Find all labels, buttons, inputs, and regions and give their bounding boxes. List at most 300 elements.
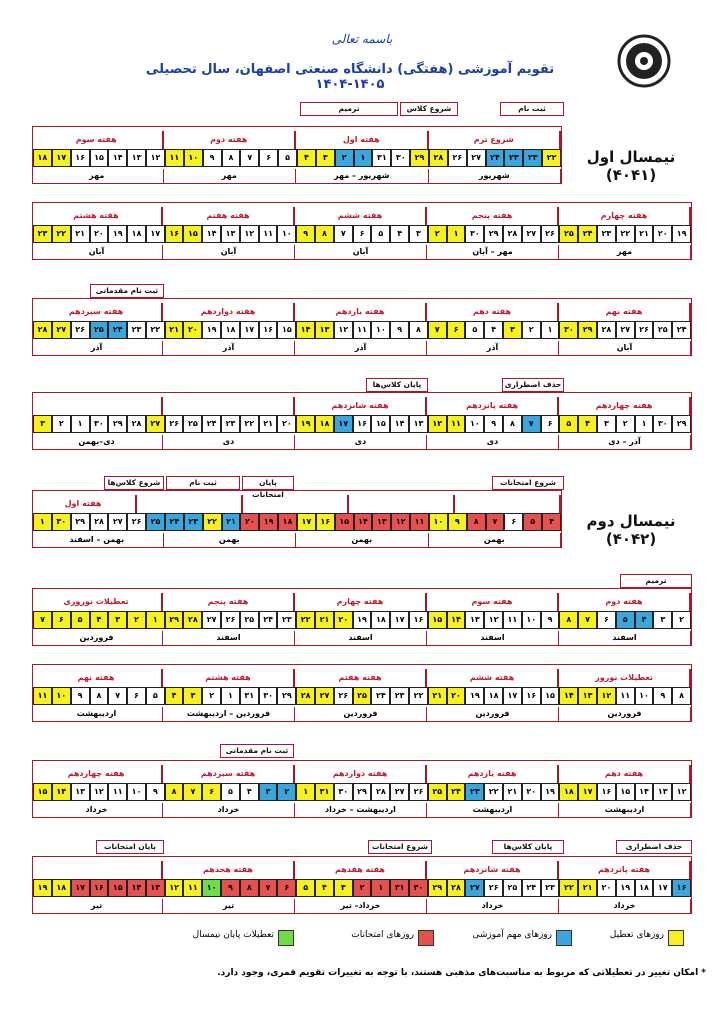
day-cell: ۱۱ [503,611,522,629]
day-cell: ۱۳ [127,149,146,167]
day-cell: ۱۸ [484,687,503,705]
day-cell: ۲۲ [52,225,71,243]
day-cell: ۲۵ [503,879,522,897]
semester-title: نیمسال اول (۴۰۴۱) [586,148,676,184]
month-label: اسفند [163,631,295,645]
day-cell: ۲۸ [503,225,522,243]
month-label: اردیبهشت [31,707,163,721]
day-cell: ۱۷ [146,225,165,243]
day-cell: ۵ [371,225,390,243]
day-cell: ۲ [353,879,372,897]
day-cell: ۹ [203,149,222,167]
day-cell: ۱۶ [71,149,90,167]
week-label: هفته شانزدهم [427,861,559,879]
week-label: هفته هشتم [163,669,295,687]
month-label: دی [427,435,559,449]
day-cell: ۱۸ [559,783,578,801]
day-cell: ۲۷ [390,783,409,801]
day-cell: ۲۳ [127,321,146,339]
day-cell: ۱۲ [391,513,410,531]
week-label: هفته سیزدهم [163,765,295,783]
day-cell: ۱۳ [221,225,240,243]
day-cell: ۱۴ [354,513,373,531]
month-label: شهریور [429,169,562,183]
month-label: اردیبهشت – خرداد [295,803,427,817]
day-cell: ۱۰ [635,687,654,705]
day-cell: ۹ [146,783,165,801]
footnote: * امکان تغییر در تعطیلاتی که مربوط به مناسبت‌های مذهبی هستند، با توجه به تغییرات تقویم قمری، وجود دارد. [217,968,706,978]
week-label: هفته ششم [295,207,427,225]
day-cell: ۲۲ [484,783,503,801]
day-cell: ۱۹ [296,415,315,433]
week-label: هفته دوازدهم [295,765,427,783]
day-cell: ۲ [202,687,221,705]
day-cell: ۱۶ [259,321,278,339]
day-cell: ۲۸ [183,611,202,629]
day-cell: ۲۵ [183,415,202,433]
day-cell: ۱۱ [108,783,127,801]
day-cell: ۲۳ [465,783,484,801]
day-cell: ۱۴ [127,879,146,897]
day-cell: ۲۳ [504,149,523,167]
day-cell: ۲۷ [522,225,541,243]
legend-break-label: تعطیلات پایان نیمسال [192,930,274,940]
day-cell: ۵ [559,415,578,433]
day-cell: ۱۴ [202,225,221,243]
day-cell: ۲۸ [371,783,390,801]
week-block [32,202,692,260]
day-cell: ۲۸ [296,687,315,705]
day-cell: ۱۰ [184,149,203,167]
day-cell: ۷ [578,611,597,629]
event-tag: شروع کلاس [400,102,458,116]
week-label: هفته سوم [31,131,164,149]
day-cell: ۲۵ [559,225,578,243]
day-cell: ۱۸ [127,225,146,243]
day-cell: ۲۲ [559,879,578,897]
day-cell: ۱ [371,879,390,897]
week-label [163,397,295,415]
day-cell: ۴ [297,149,316,167]
day-cell: ۲۱ [259,415,278,433]
week-label: هفته اول [31,495,137,513]
month-label: خرداد [559,899,691,913]
day-cell: ۲۲ [146,321,165,339]
day-cell: ۲۳ [33,225,52,243]
day-cell: ۹ [484,415,503,433]
day-cell: ۶ [127,687,146,705]
day-cell: ۲۴ [672,321,691,339]
day-cell: ۲۶ [71,321,90,339]
day-cell: ۲۹ [578,321,597,339]
month-label: دی [163,435,295,449]
day-cell: ۳ [316,149,335,167]
day-cell: ۴ [635,611,654,629]
day-cell: ۳۰ [52,513,71,531]
day-cell: ۲۲ [203,513,222,531]
day-cell: ۲۳ [597,225,616,243]
day-cell: ۶ [504,513,523,531]
day-cell: ۷ [486,513,505,531]
day-cell: ۸ [90,687,109,705]
day-cell: ۲۵ [653,321,672,339]
day-cell: ۱۳ [653,783,672,801]
day-cell: ۴ [165,687,184,705]
day-cell: ۲۲ [616,225,635,243]
day-cell: ۲۲ [240,415,259,433]
day-cell: ۱۰ [52,687,71,705]
day-cell: ۱۶ [672,879,691,897]
day-cell: ۲۷ [202,611,221,629]
day-cell: ۱ [447,225,466,243]
day-cell: ۲۵ [353,687,372,705]
event-tag: شروع کلاس‌ها [104,476,164,490]
day-cell: ۲۱ [165,321,184,339]
day-cell: ۱۸ [33,149,52,167]
event-tag: شروع امتحانات [368,840,432,854]
day-cell: ۲۰ [597,879,616,897]
day-cell: ۱۹ [202,321,221,339]
day-cell: ۹ [541,611,560,629]
day-cell: ۳۰ [653,415,672,433]
day-cell: ۲۶ [165,415,184,433]
day-cell: ۲۶ [409,783,428,801]
day-cell: ۱۷ [503,687,522,705]
day-cell: ۲۱ [222,513,241,531]
event-tag: پایان امتحانات [242,476,294,490]
day-cell: ۱۰ [277,225,296,243]
day-cell: ۶ [52,611,71,629]
week-label: هفته نهم [31,669,163,687]
day-cell: ۱۵ [541,687,560,705]
legend-break-swatch [278,930,294,946]
day-cell: ۵ [71,611,90,629]
day-cell: ۱۶ [597,783,616,801]
day-cell: ۲۲ [542,149,561,167]
month-label: آبان [559,341,691,355]
day-cell: ۲۸ [90,513,109,531]
event-tag: ترمیم [300,102,398,116]
day-cell: ۱۹ [541,783,560,801]
day-cell: ۲۱ [315,611,334,629]
week-label [349,495,455,513]
month-label: مهر [164,169,297,183]
day-cell: ۲ [428,225,447,243]
day-cell: ۳۰ [334,783,353,801]
bismillah: باسمه تعالی [331,32,393,46]
month-label: آذر [295,341,427,355]
day-cell: ۲۳ [541,879,560,897]
day-cell: ۷ [428,321,447,339]
day-cell: ۲۴ [165,513,184,531]
day-cell: ۱۹ [616,879,635,897]
day-cell: ۲۱ [635,225,654,243]
day-cell: ۱۵ [108,879,127,897]
day-cell: ۱۳ [409,415,428,433]
day-cell: ۲۸ [597,321,616,339]
day-cell: ۵ [278,149,297,167]
week-block [32,760,692,818]
week-label: هفته هجدهم [163,861,295,879]
day-cell: ۲۴ [371,687,390,705]
day-cell: ۱۸ [315,415,334,433]
week-block [32,664,692,722]
week-label [31,861,163,879]
day-cell: ۱۲ [165,879,184,897]
month-label: دی [295,435,427,449]
day-cell: ۱۷ [297,513,316,531]
day-cell: ۲۱ [578,879,597,897]
day-cell: ۱۳ [71,783,90,801]
day-cell: ۲۰ [240,513,259,531]
day-cell: ۲ [52,415,71,433]
day-cell: ۱۱ [259,225,278,243]
week-label: هفته شانزدهم [295,397,427,415]
day-cell: ۴ [542,513,561,531]
day-cell: ۲۹ [672,415,691,433]
day-cell: ۹ [221,879,240,897]
event-tag: ثبت نام مقدماتی [220,744,294,758]
month-label: آذر – دی [559,435,691,449]
event-tag: ثبت نام مقدماتی [90,284,164,298]
week-label: هفته هفدهم [295,861,427,879]
day-cell: ۲۸ [127,415,146,433]
day-cell: ۳ [33,415,52,433]
day-cell: ۱۰ [127,783,146,801]
day-cell: ۲۳ [390,687,409,705]
month-label: تیر [163,899,295,913]
day-cell: ۲ [672,611,691,629]
day-cell: ۱۷ [52,149,71,167]
week-block [32,298,692,356]
day-cell: ۱۳ [578,687,597,705]
week-block [32,856,692,914]
day-cell: ۲۲ [296,611,315,629]
month-label: اسفند [295,631,427,645]
day-cell: ۳ [653,611,672,629]
day-cell: ۶ [353,225,372,243]
month-label: بهمن [296,533,429,547]
day-cell: ۱۰ [371,321,390,339]
day-cell: ۲۹ [428,879,447,897]
day-cell: ۲۹ [410,149,429,167]
day-cell: ۲ [522,321,541,339]
day-cell: ۱۵ [33,783,52,801]
university-logo-icon [617,34,671,88]
month-label: آبان [295,245,427,259]
day-cell: ۱۰ [429,513,448,531]
day-cell: ۴ [90,611,109,629]
day-cell: ۱۲ [597,687,616,705]
day-cell: ۲۱ [503,783,522,801]
day-cell: ۱۶ [353,415,372,433]
day-cell: ۳۱ [240,687,259,705]
month-label: خرداد [31,803,163,817]
day-cell: ۲۵ [428,783,447,801]
month-label: فروردین [559,707,691,721]
day-cell: ۲۶ [221,611,240,629]
day-cell: ۲۷ [616,321,635,339]
month-label: اردیبهشت [427,803,559,817]
day-cell: ۴ [240,783,259,801]
day-cell: ۱ [71,415,90,433]
day-cell: ۸ [559,611,578,629]
day-cell: ۲۶ [484,879,503,897]
day-cell: ۴ [578,415,597,433]
month-label: خرداد [163,803,295,817]
week-label: هفته سوم [427,593,559,611]
day-cell: ۲۱ [428,687,447,705]
legend-holiday-swatch [668,930,684,946]
day-cell: ۲۰ [183,321,202,339]
month-label: بهمن [164,533,297,547]
day-cell: ۲۴ [486,149,505,167]
day-cell: ۷ [522,415,541,433]
day-cell: ۱۰ [202,879,221,897]
week-label: تعطیلات نوروز [559,669,691,687]
day-cell: ۱ [635,415,654,433]
day-cell: ۱۵ [616,783,635,801]
week-label: هفته پانزدهم [427,397,559,415]
day-cell: ۲۶ [334,687,353,705]
month-label: فروردین [295,707,427,721]
day-cell: ۱۰ [522,611,541,629]
day-cell: ۱ [541,321,560,339]
day-cell: ۹ [448,513,467,531]
day-cell: ۱۲ [146,149,165,167]
week-block [32,392,692,450]
day-cell: ۱۲ [484,611,503,629]
day-cell: ۳۰ [409,879,428,897]
legend-important-label: روزهای مهم آموزشی [472,930,552,940]
month-label: آبان [163,245,295,259]
event-tag: ترمیم [620,574,692,588]
day-cell: ۲۴ [259,611,278,629]
day-cell: ۱۶ [316,513,335,531]
day-cell: ۳۱ [315,783,334,801]
day-cell: ۲۰ [447,687,466,705]
day-cell: ۳۱ [372,149,391,167]
event-tag: حذف اضطراری [616,840,692,854]
week-label: هفته چهاردهم [31,765,163,783]
semester-title: نیمسال دوم (۴۰۴۲) [586,512,676,548]
day-cell: ۷ [33,611,52,629]
day-cell: ۱۵ [335,513,354,531]
week-label: هفته سیزدهم [31,303,163,321]
day-cell: ۲۰ [653,225,672,243]
day-cell: ۱۴ [559,687,578,705]
day-cell: ۸ [222,149,241,167]
day-cell: ۲۰ [277,415,296,433]
day-cell: ۱۲ [240,225,259,243]
day-cell: ۳ [503,321,522,339]
day-cell: ۱۲ [90,783,109,801]
day-cell: ۶ [447,321,466,339]
day-cell: ۴ [484,321,503,339]
day-cell: ۱۴ [52,783,71,801]
day-cell: ۳۱ [390,879,409,897]
week-label: هفته ششم [427,669,559,687]
week-label: هفته دوم [164,131,297,149]
day-cell: ۲۷ [465,879,484,897]
week-label: هفته پانزدهم [559,861,691,879]
event-tag: پایان کلاس‌ها [492,840,564,854]
event-tag: ثبت نام [166,476,240,490]
week-label: هفته دوم [559,593,691,611]
day-cell: ۲۴ [202,415,221,433]
day-cell: ۴ [315,879,334,897]
day-cell: ۵ [465,321,484,339]
day-cell: ۷ [334,225,353,243]
week-label: هفته یازدهم [427,765,559,783]
month-label: آذر [163,341,295,355]
day-cell: ۲۹ [71,513,90,531]
day-cell: ۲۹ [484,225,503,243]
day-cell: ۱۴ [390,415,409,433]
day-cell: ۳۰ [465,225,484,243]
month-label: دی–بهمن [31,435,163,449]
day-cell: ۱۲ [672,783,691,801]
day-cell: ۱۶ [165,225,184,243]
day-cell: ۲۱ [71,225,90,243]
month-label: مهر [559,245,691,259]
day-cell: ۲۶ [541,225,560,243]
legend [180,930,700,946]
week-label: تعطیلات نوروزی [31,593,163,611]
day-cell: ۲۲ [409,687,428,705]
page-title: تقویم آموزشی (هفتگی) دانشگاه صنعتی اصفهان، سال تحصیلی ۱۴۰۵-۱۴۰۴ [145,62,555,92]
day-cell: ۱۱ [447,415,466,433]
week-label: شروع ترم [429,131,562,149]
legend-holiday-label: روزهای تعطیل [609,930,664,940]
day-cell: ۱۸ [635,879,654,897]
day-cell: ۳۰ [259,687,278,705]
day-cell: ۹ [653,687,672,705]
day-cell: ۲۷ [108,513,127,531]
event-tag: پایان امتحانات [96,840,164,854]
day-cell: ۸ [503,415,522,433]
week-label: هفته هفتم [163,207,295,225]
week-label: هفته چهاردهم [559,397,691,415]
day-cell: ۹ [71,687,90,705]
day-cell: ۲۳ [277,611,296,629]
week-label [137,495,243,513]
day-cell: ۲۷ [315,687,334,705]
day-cell: ۹ [390,321,409,339]
day-cell: ۶ [277,879,296,897]
day-cell: ۱۴ [108,149,127,167]
day-cell: ۱۲ [334,321,353,339]
day-cell: ۷ [108,687,127,705]
day-cell: ۲۷ [467,149,486,167]
day-cell: ۳ [409,225,428,243]
day-cell: ۱ [296,783,315,801]
day-cell: ۲۵ [90,321,109,339]
week-label: هفته چهارم [295,593,427,611]
day-cell: ۲۳ [523,149,542,167]
day-cell: ۲۰ [522,783,541,801]
day-cell: ۲ [277,783,296,801]
day-cell: ۸ [315,225,334,243]
day-cell: ۷ [183,783,202,801]
day-cell: ۲۴ [108,321,127,339]
day-cell: ۱۳ [372,513,391,531]
month-label: آبان [31,245,163,259]
day-cell: ۲۷ [52,321,71,339]
day-cell: ۵ [616,611,635,629]
event-tag: شروع امتحانات [492,476,564,490]
day-cell: ۱۳ [146,879,165,897]
